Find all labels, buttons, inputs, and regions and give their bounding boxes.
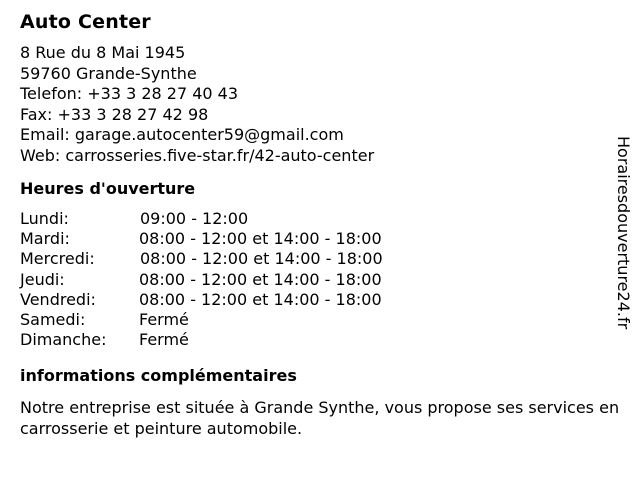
day-label: Samedi: [20, 310, 86, 330]
time-value: 08:00 - 12:00 et 14:00 - 18:00 [140, 249, 383, 269]
time-value: 08:00 - 12:00 et 14:00 - 18:00 [139, 269, 382, 289]
day-label: Jeudi: [20, 269, 65, 289]
hours-row-sunday [20, 330, 620, 350]
day-label: Vendredi: [20, 289, 96, 309]
website-url: Web: carrosseries.five-star.fr/42-auto-center [20, 145, 375, 165]
day-label: Lundi: [20, 209, 69, 228]
day-label: Dimanche: [20, 330, 107, 350]
address-street: 8 Rue du 8 Mai 1945 [20, 43, 186, 62]
time-value: 09:00 - 12:00 [140, 209, 249, 228]
site-watermark: Horairesdouverture24.fr [614, 136, 633, 330]
phone-number: Telefon: +33 3 28 27 40 43 [20, 84, 239, 103]
day-label: Mardi: [20, 229, 70, 249]
hours-row-wednesday [20, 249, 620, 269]
business-card [20, 10, 620, 439]
hours-row-thursday [20, 270, 620, 290]
address-city: 59760 Grande-Synthe [20, 63, 197, 83]
opening-hours-table [20, 209, 620, 350]
hours-row-friday [20, 290, 620, 310]
opening-hours-heading: Heures d'ouverture [20, 179, 196, 198]
hours-row-monday [20, 209, 620, 229]
time-value: 08:00 - 12:00 et 14:00 - 18:00 [139, 289, 382, 309]
additional-info-heading: informations complémentaires [20, 366, 297, 386]
hours-row-tuesday [20, 229, 620, 249]
time-value: Fermé [139, 330, 189, 350]
day-label: Mercredi: [20, 249, 95, 269]
fax-number: Fax: +33 3 28 27 42 98 [20, 104, 209, 124]
email-address: Email: garage.autocenter59@gmail.com [20, 125, 344, 144]
hours-row-saturday [20, 310, 620, 330]
business-name: Auto Center [20, 11, 151, 33]
additional-info-text: Notre entreprise est située à Grande Synthe, vous propose ses services en carrosserie et peinture automobile. [20, 398, 620, 439]
contact-block [20, 43, 620, 166]
time-value: Fermé [139, 310, 189, 330]
time-value: 08:00 - 12:00 et 14:00 - 18:00 [139, 229, 382, 249]
